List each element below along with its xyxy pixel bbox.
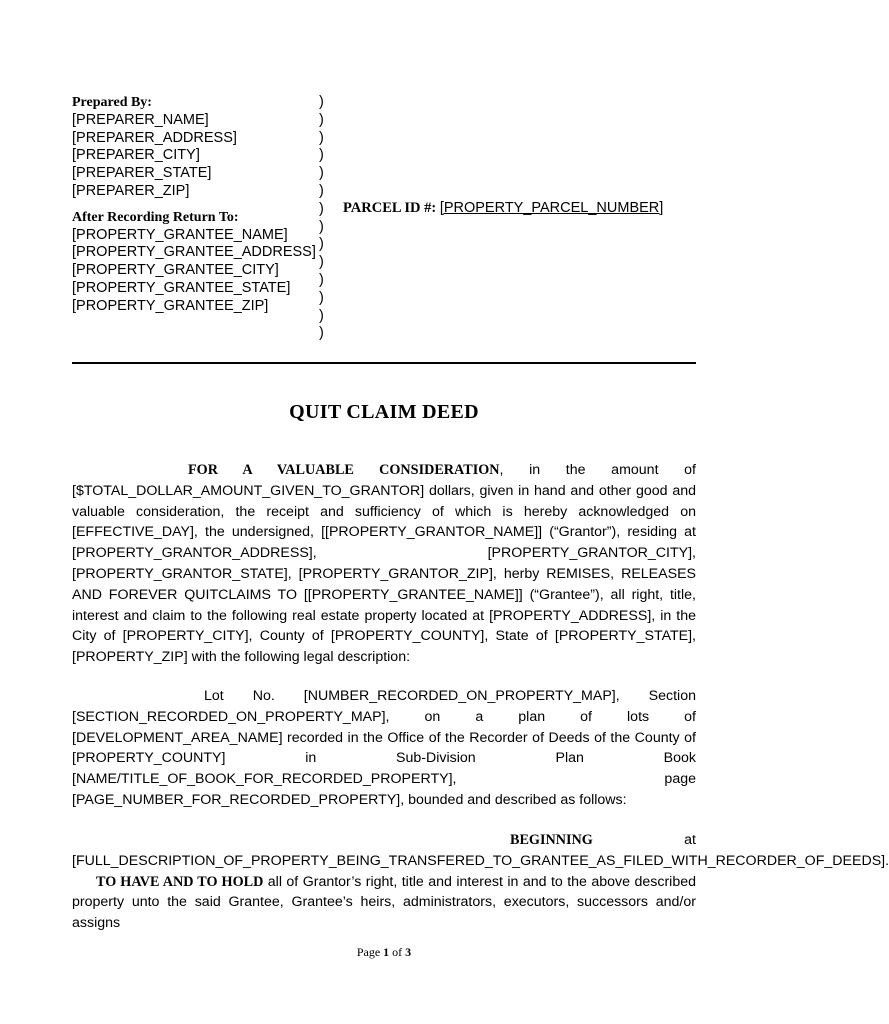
preparer-address: [PREPARER_ADDRESS] — [72, 129, 237, 146]
paren: ) — [319, 111, 324, 128]
paren-column — [319, 94, 324, 343]
paren: ) — [319, 289, 324, 306]
paren: ) — [319, 325, 324, 342]
paren: ) — [319, 307, 324, 324]
consideration-paragraph — [72, 460, 696, 668]
recording-header — [72, 94, 316, 316]
paren: ) — [319, 218, 324, 235]
of-word: of — [392, 945, 403, 959]
page-total: 3 — [405, 945, 412, 959]
habendum-text: all of Grantor’s right, title and interest in and to the above described property unto the said Grantee, Grantee’s heirs, administrators, executors, successors and/or assigns — [72, 873, 697, 932]
page-number: 1 — [383, 945, 390, 959]
legal-description-paragraph — [72, 686, 696, 811]
beginning-text: at [FULL_DESCRIPTION_OF_PROPERTY_BEING_TRANSFERED_TO_GRANTEE_AS_FILED_WITH_RECORDER_OF_DEEDS]. — [72, 832, 889, 869]
parcel-id-value: [PROPERTY_PARCEL_NUMBER] — [439, 200, 664, 216]
paren: ) — [319, 200, 324, 217]
beginning-paragraph — [72, 830, 889, 934]
paren: ) — [319, 182, 324, 199]
grantee-city: [PROPERTY_GRANTEE_CITY] — [72, 262, 279, 279]
habendum-lead: TO HAVE AND TO HOLD — [96, 873, 264, 890]
paren: ) — [319, 236, 324, 253]
page-word: Page — [356, 945, 381, 959]
paren: ) — [319, 147, 324, 164]
return-to-label: After Recording Return To: — [72, 209, 239, 225]
preparer-zip: [PREPARER_ZIP] — [72, 182, 190, 199]
consideration-lead: FOR A VALUABLE CONSIDERATION — [188, 462, 500, 478]
grantee-name: [PROPERTY_GRANTEE_NAME] — [72, 226, 288, 243]
paren: ) — [319, 271, 324, 288]
page-footer — [0, 945, 768, 960]
consideration-text: , in the amount of [$TOTAL_DOLLAR_AMOUNT_GIVEN_TO_GRANTOR] dollars, given in hand and other good and valuable consideration, the receipt and sufficiency of which is hereby acknowledged on [EFFECTIVE_DAY], the undersigned, [[PROPERTY_GRANTOR_NAME]] (“Grantor”), residing at [PROPERTY_GRANTOR_ADDRESS], [PROPERTY_GRANTOR_CITY], [PROPERTY_GRANTOR_STATE], [PROPERTY_GRANTOR_ZIP], herby REMISES, RELEASES AND FOREVER QUITCLAIMS TO [[PROPERTY_GRANTEE_NAME]] (“Grantee”), all right, title, interest and claim to the following real estate property located at [PROPERTY_ADDRESS], in the City of [PROPERTY_CITY], County of [PROPERTY_COUNTY], State of [PROPERTY_STATE], [PROPERTY_ZIP] with the following legal description: — [72, 462, 696, 666]
document-title: QUIT CLAIM DEED — [289, 401, 479, 423]
preparer-state: [PREPARER_STATE] — [72, 165, 212, 182]
paren: ) — [319, 129, 324, 146]
parcel-id-label: PARCEL ID #: — [343, 200, 437, 216]
paren: ) — [319, 94, 324, 110]
beginning-lead: BEGINNING — [510, 832, 593, 848]
preparer-city: [PREPARER_CITY] — [72, 147, 200, 164]
horizontal-divider — [72, 362, 696, 364]
preparer-name: [PREPARER_NAME] — [72, 111, 209, 128]
grantee-zip: [PROPERTY_GRANTEE_ZIP] — [72, 297, 269, 314]
paren: ) — [319, 165, 324, 182]
parcel-id — [343, 200, 663, 218]
grantee-address: [PROPERTY_GRANTEE_ADDRESS] — [72, 244, 316, 261]
legal-description-text: Lot No. [NUMBER_RECORDED_ON_PROPERTY_MAP], Section [SECTION_RECORDED_ON_PROPERTY_MAP], on a plan of lots of [DEVELOPMENT_AREA_NAME] recorded in the Office of the Recorder of Deeds of the County of [PROPERTY_COUNTY] in Sub-Division Plan Book [NAME/TITLE_OF_BOOK_FOR_RECORDED_PROPERTY], page [PAGE_NUMBER_FOR_RECORDED_PROPERTY], bounded and described as follows: — [72, 688, 696, 808]
grantee-state: [PROPERTY_GRANTEE_STATE] — [72, 279, 291, 296]
paren: ) — [319, 254, 324, 271]
prepared-by-label: Prepared By: — [72, 95, 152, 110]
